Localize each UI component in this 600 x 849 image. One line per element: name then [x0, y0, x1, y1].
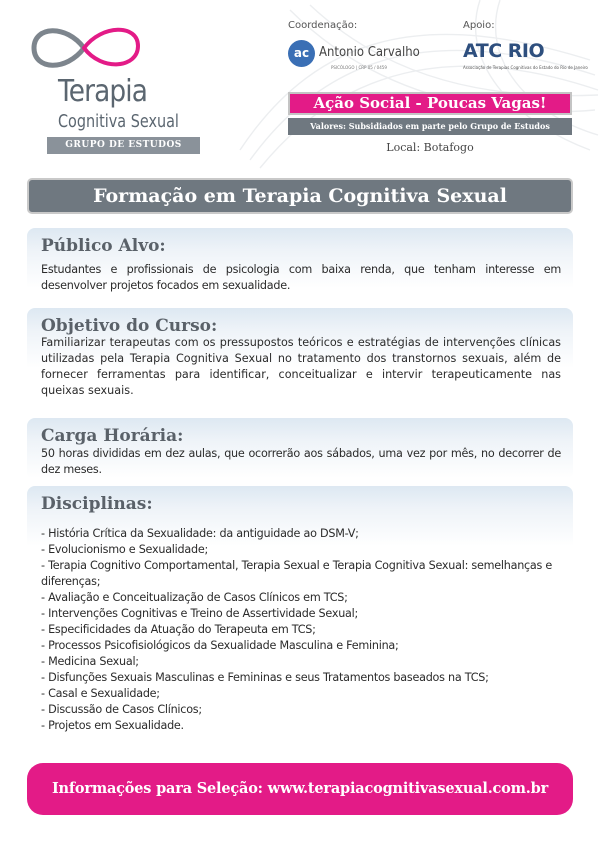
list-item: - Medicina Sexual;: [41, 655, 139, 668]
list-item: - Disfunções Sexuais Masculinas e Femininas e seus Tratamentos baseados na TCS;: [41, 671, 489, 684]
list-item: - Especificidades da Atuação do Terapeuta em TCS;: [41, 623, 316, 636]
page-title: Formação em Terapia Cognitiva Sexual: [27, 178, 573, 214]
values-banner: Valores: Subsidiados em parte pelo Grupo de Estudos: [288, 118, 572, 135]
location-text: Local: Botafogo: [386, 141, 474, 154]
section-disciplinas: [27, 486, 573, 748]
ac-logo-icon: ac: [288, 40, 315, 67]
coordinator-subtitle: PSICÓLOGO | CRP 05 / 0459: [331, 65, 387, 70]
support-name: ATC RIO: [463, 40, 545, 62]
coordinator-name: Antonio Carvalho: [319, 45, 420, 60]
support-label: Apoio:: [463, 20, 495, 31]
list-item: - Casal e Sexualidade;: [41, 687, 160, 700]
section-publico-alvo: [27, 228, 573, 298]
section-title: Carga Horária:: [41, 426, 184, 446]
list-item: - Avaliação e Conceitualização de Casos Clínicos em TCS;: [41, 591, 348, 604]
infinity-logo-icon: [26, 18, 146, 78]
disciplines-list: [41, 526, 563, 734]
coordinator-logo: [288, 40, 438, 74]
list-item: - Discussão de Casos Clínicos;: [41, 703, 202, 716]
section-text: Estudantes e profissionais de psicologia com baixa renda, que tenham interesse em desenvolver projetos focados em sexualidade.: [41, 263, 561, 292]
terapia-logo: [20, 18, 200, 158]
section-title: Público Alvo:: [41, 236, 166, 256]
support-logo: [463, 40, 588, 80]
section-text: Familiarizar terapeutas com os pressupostos teóricos e estratégias de intervenções clínicas utilizadas pela Terapia Cognitiva Sexual no tratamento dos transtornos sexuais, além de fornecer ferramentas para identificar, conceitualizar e intervir terapeuticamente nas queixas sexuais.: [41, 336, 561, 397]
logo-subtitle: Cognitiva Sexual: [58, 111, 179, 132]
list-item: - Processos Psicofisiológicos da Sexualidade Masculina e Feminina;: [41, 639, 399, 652]
list-item: - Intervenções Cognitivas e Treino de Assertividade Sexual;: [41, 607, 359, 620]
section-objetivo: [27, 308, 573, 410]
section-carga-horaria: [27, 418, 573, 480]
coordination-label: Coordenação:: [288, 20, 358, 31]
logo-title: Terapia: [58, 74, 148, 109]
logo-badge: GRUPO DE ESTUDOS: [47, 137, 200, 154]
list-item: - História Crítica da Sexualidade: da antiguidade ao DSM-V;: [41, 527, 359, 540]
support-subtitle: Associação de Terapias Cognitivas do Estado do Rio de Janeiro: [463, 65, 588, 70]
section-text: 50 horas divididas em dez aulas, que ocorrerão aos sábados, uma vez por mês, no decorrer de dez meses.: [41, 447, 561, 476]
section-title: Disciplinas:: [41, 494, 153, 514]
social-action-banner: Ação Social - Poucas Vagas!: [288, 92, 572, 115]
section-title: Objetivo do Curso:: [41, 316, 218, 336]
list-item: - Projetos em Sexualidade.: [41, 719, 184, 732]
selection-info-link[interactable]: Informações para Seleção: www.terapiacognitivasexual.com.br: [27, 763, 573, 815]
list-item: - Terapia Cognitivo Comportamental, Terapia Sexual e Terapia Cognitiva Sexual: semelhanças e diferenças;: [41, 559, 553, 588]
list-item: - Evolucionismo e Sexualidade;: [41, 543, 208, 556]
